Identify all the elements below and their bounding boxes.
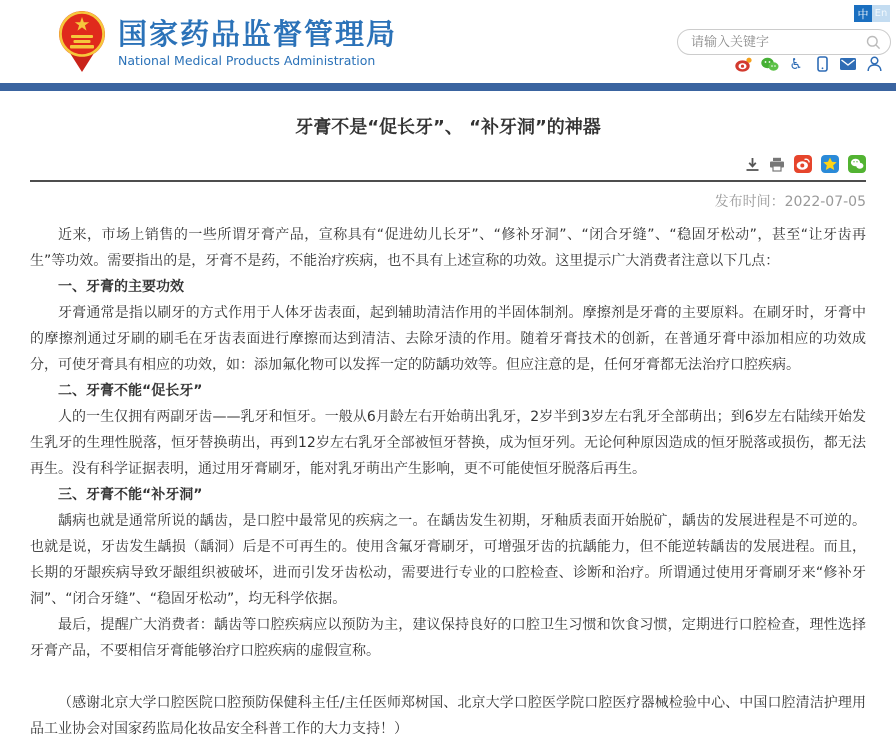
mail-icon[interactable] <box>839 56 857 72</box>
lang-en-button[interactable]: En <box>872 5 890 22</box>
download-icon[interactable] <box>745 157 760 172</box>
site-header <box>0 0 896 83</box>
national-emblem-icon <box>58 10 106 78</box>
site-search <box>677 29 891 55</box>
print-icon[interactable] <box>769 157 785 172</box>
article-page <box>0 91 896 742</box>
search-input[interactable] <box>678 35 866 50</box>
lang-zh-button[interactable]: 中 <box>854 5 872 22</box>
article-section-heading: 一、牙膏的主要功效 <box>58 279 184 295</box>
language-toggle <box>854 5 890 22</box>
wechat-icon[interactable] <box>761 56 779 72</box>
article-paragraph: 最后，提醒广大消费者：龋齿等口腔疾病应以预防为主，建议保持良好的口腔卫生习惯和饮食习惯，定期进行口腔检查，理性选择牙膏产品，不要相信牙膏能够治疗口腔疾病的虚假宣称。 <box>30 617 866 659</box>
article-paragraph: 牙膏通常是指以刷牙的方式作用于人体牙齿表面，起到辅助清洁作用的半固体制剂。摩擦剂是牙膏的主要原料。在刷牙时，牙膏中的摩擦剂通过牙刷的刷毛在牙齿表面进行摩擦而达到清洁、去除牙渍的作用。随着牙膏技术的创新，在普通牙膏中添加相应的功效成分，可使牙膏具有相应的功效，如：添加氟化物可以发挥一定的防龋功效等。但应注意的是，任何牙膏都无法治疗口腔疾病。 <box>30 305 866 373</box>
article-paragraph: 龋病也就是通常所说的龋齿，是口腔中最常见的疾病之一。在龋齿发生初期，牙釉质表面开始脱矿，龋齿的发展进程是不可逆的。也就是说，牙齿发生龋损（龋洞）后是不可再生的。使用含氟牙膏刷牙，可增强牙齿的抗龋能力，但不能逆转龋齿的发展进程。而且，长期的牙龈疾病导致牙龈组织被破坏，进而引发牙齿松动，需要进行专业的口腔检查、诊断和治疗。所谓通过使用牙膏刷牙来“修补牙洞”、“闭合牙缝”、“稳固牙松动”，均无科学依据。 <box>30 513 866 607</box>
article-section-heading: 二、牙膏不能“促长牙” <box>58 383 203 399</box>
article-paragraph: 人的一生仅拥有两副牙齿——乳牙和恒牙。一般从6月龄左右开始萌出乳牙，2岁半到3岁左右乳牙全部萌出；到6岁左右陆续开始发生乳牙的生理性脱落，恒牙替换萌出，再到12岁左右乳牙全部被恒牙替换，成为恒牙列。无论何种原因造成的恒牙脱落或损伤，都无法再生。没有科学证据表明，通过用牙膏刷牙，能对乳牙萌出产生影响，更不可能使恒牙脱落后再生。 <box>30 409 866 477</box>
mobile-icon[interactable] <box>813 56 831 72</box>
publish-date-value: 2022-07-05 <box>784 194 866 210</box>
publish-date-label: 发布时间： <box>714 194 785 210</box>
accessibility-icon[interactable]: ♿ <box>789 55 803 73</box>
header-divider-bar <box>0 83 896 91</box>
site-title-english: National Medical Products Administration <box>118 53 376 68</box>
user-icon[interactable] <box>865 56 883 72</box>
site-title: 国家药品监督管理局 <box>118 17 398 51</box>
publish-date <box>30 182 866 222</box>
qzone-share-icon[interactable] <box>821 155 839 173</box>
weibo-share-icon[interactable] <box>794 155 812 173</box>
weibo-icon[interactable] <box>735 56 753 72</box>
article-acknowledgment: （感谢北京大学口腔医院口腔预防保健科主任/主任医师郑树国、北京大学口腔医学院口腔医疗器械检验中心、中国口腔清洁护理用品工业协会对国家药监局化妆品安全科普工作的大力支持！） <box>30 695 866 737</box>
article-toolbar <box>30 155 866 180</box>
article-paragraph: 近来，市场上销售的一些所谓牙膏产品，宣称具有“促进幼儿长牙”、“修补牙洞”、“闭合牙缝”、“稳固牙松动”，甚至“让牙齿再生”等功效。需要指出的是，牙膏不是药，不能治疗疾病，也不具有上述宣称的功效。这里提示广大消费者注意以下几点： <box>30 227 866 269</box>
article-body <box>30 222 866 742</box>
article-section-heading: 三、牙膏不能“补牙洞” <box>58 487 203 503</box>
wechat-share-icon[interactable] <box>848 155 866 173</box>
article-title: 牙膏不是“促长牙”、 “补牙洞”的神器 <box>295 117 601 138</box>
search-icon[interactable] <box>866 35 881 50</box>
header-social-links <box>735 56 883 72</box>
